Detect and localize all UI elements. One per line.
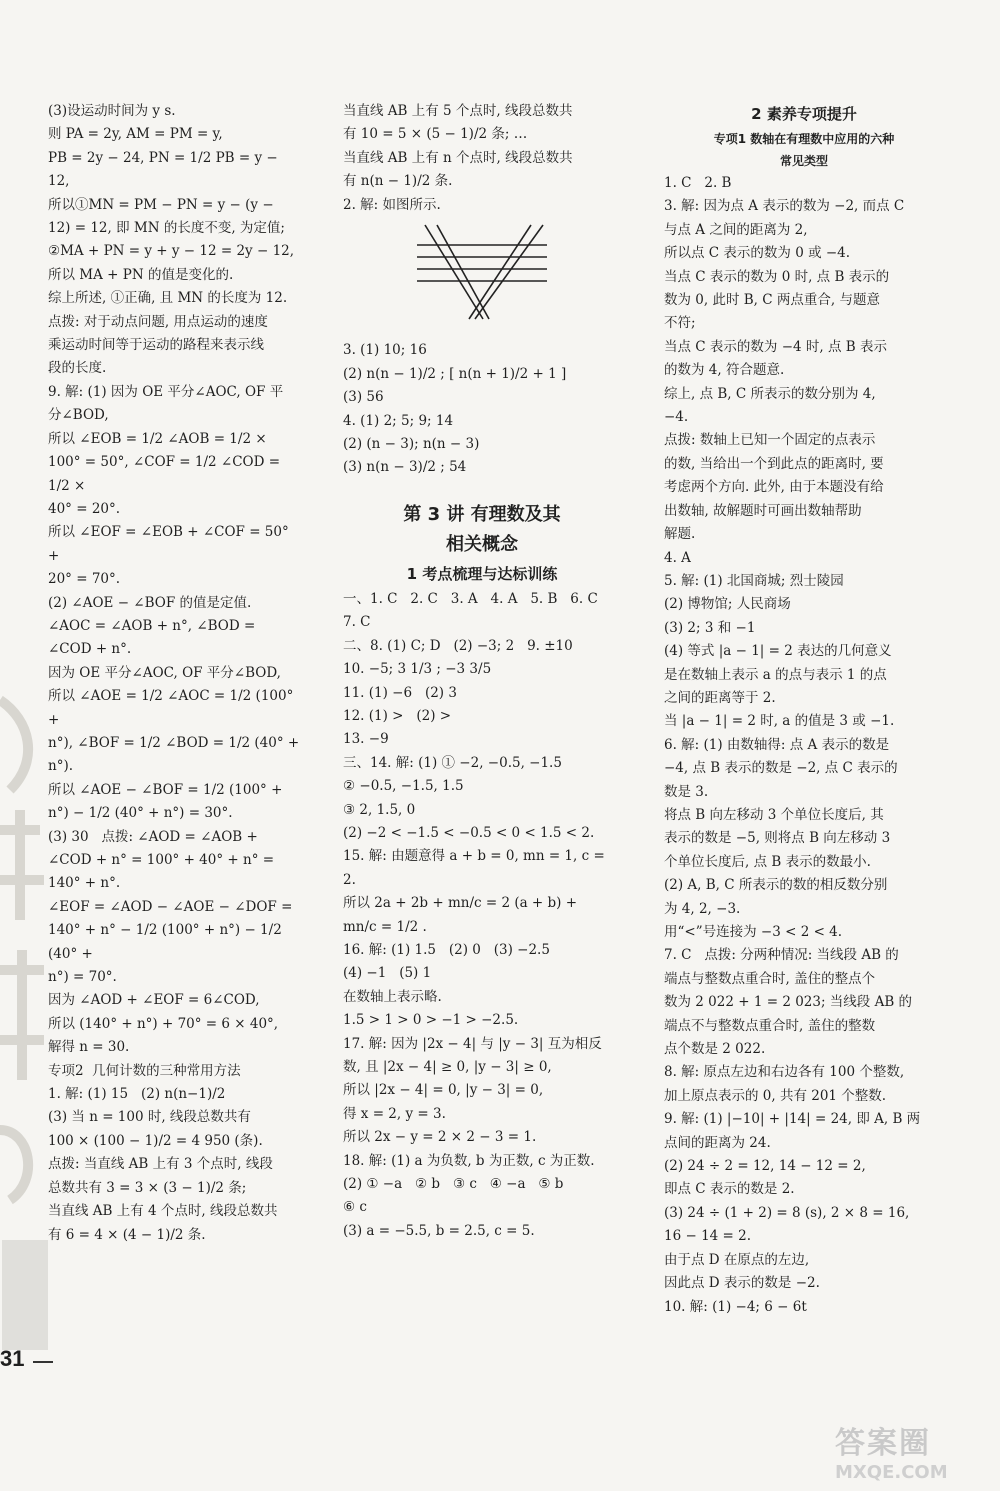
answer-line: 12. (1) > (2) > [343, 707, 452, 724]
lecture-title-line-1: 第 3 讲 有理数及其 [403, 503, 561, 525]
section-title-1: 1 考点梳理与达标训练 [406, 564, 558, 583]
answer-line: 7. C [343, 614, 371, 631]
answer-line: 10. −5; 3 1/3 ; −3 3/5 [343, 661, 492, 678]
answer-line: (4) −1 (5) 1 [343, 965, 432, 982]
answer-line: (2) −2 < −1.5 < −0.5 < 0 < 1.5 < 2. [343, 824, 595, 841]
answer-line: mn/c = 1/2 . [343, 918, 427, 935]
answer-line: 得 x = 2, y = 3. [343, 1105, 446, 1122]
answer-column-left [48, 100, 300, 1247]
answer-line: 16 − 14 = 2. [664, 1228, 752, 1245]
answer-line: 9. 解: (1) |−10| + |14| = 24, 即 A, B 两 [664, 1111, 921, 1128]
answer-line: ∠EOF = ∠AOD − ∠AOE − ∠DOF = [48, 898, 293, 915]
answer-line: 140° + n°. [48, 875, 121, 892]
answer-line: 为 4, 2, −3. [664, 900, 741, 917]
answer-line: 将点 B 向左移动 3 个单位长度后, 其 [664, 806, 884, 823]
answer-line: (3) 当 n = 100 时, 线段总数共有 [48, 1109, 251, 1126]
answer-line: 当直线 AB 上有 4 个点时, 线段总数共 [48, 1203, 278, 1220]
answer-line: 不符; [664, 315, 696, 332]
watermark-logo: 答案圈 [835, 1426, 931, 1461]
answer-line: (2) A, B, C 所表示的数的相反数分别 [664, 877, 888, 894]
answer-line: PB = 2y − 24, PN = 1/2 PB = y − 12, [48, 149, 283, 190]
answer-line: 20° = 70°. [48, 571, 121, 588]
answer-line: 综上所述, ①正确, 且 MN 的长度为 12. [48, 290, 288, 307]
answer-line: 点个数是 2 022. [664, 1041, 766, 1058]
figure-slanted-line [437, 225, 489, 319]
answer-line: (2) 24 ÷ 2 = 12, 14 − 12 = 2, [664, 1158, 866, 1175]
answer-line: 所以 MA + PN 的值是变化的. [48, 266, 234, 283]
answer-line: 7. C 点拨: 分两种情况: 当线段 AB 的 [664, 947, 899, 964]
answer-line: 12) = 12, 即 MN 的长度不变, 为定值; [48, 220, 285, 237]
answer-line: 个单位长度后, 点 B 表示的数最小. [664, 853, 871, 870]
answer-line: ∠COD + n° = 100° + 40° + n° = [48, 852, 275, 868]
answer-line: 13. −9 [343, 731, 389, 748]
answer-line: n°), ∠BOF = 1/2 ∠BOD = 1/2 (40° + [48, 734, 300, 751]
answer-line: 8. 解: 原点左边和右边各有 100 个整数, [664, 1064, 905, 1081]
answer-line: (2) ∠AOE − ∠BOF 的值是定值. [48, 594, 252, 611]
answer-line: 乘运动时间等于运动的路程来表示线 [48, 337, 264, 354]
answer-line: 的数为 4, 符合题意. [664, 362, 785, 379]
answer-line: ③ 2, 1.5, 0 [343, 801, 416, 818]
answer-block-topic-1 [664, 172, 944, 1319]
answer-line: 点拨: 数轴上已知一个固定的点表示 [664, 432, 876, 449]
answer-line: (2) 博物馆; 人民商场 [664, 596, 791, 613]
answer-line: 解得 n = 30. [48, 1039, 130, 1056]
answer-line: 分∠BOD, [48, 407, 109, 424]
answer-line: 5. 解: (1) 北国商城; 烈士陵园 [664, 572, 844, 589]
answer-line: 点拨: 当直线 AB 上有 3 个点时, 线段 [48, 1156, 273, 1173]
answer-line: 数为 0, 此时 B, C 两点重合, 与题意 [664, 292, 880, 309]
answer-line: 10. 解: (1) −4; 6 − 6t [664, 1298, 807, 1315]
answer-line: 所以 |2x − 4| = 0, |y − 3| = 0, [343, 1082, 544, 1099]
answer-line: 15. 解: 由题意得 a + b = 0, mn = 1, c = 2. [343, 848, 610, 888]
answer-line: 总数共有 3 = 3 × (3 − 1)/2 条; [48, 1179, 247, 1196]
answer-line: 2. 解: 如图所示. [343, 196, 441, 213]
answer-line: 1. 解: (1) 15 (2) n(n−1)/2 [48, 1086, 226, 1103]
answer-line: 11. (1) −6 (2) 3 [343, 684, 457, 701]
answer-line: 即点 C 表示的数是 2. [664, 1181, 795, 1198]
answer-line: 加上原点表示的 0, 共有 201 个整数. [664, 1087, 887, 1104]
answer-line: 100 × (100 − 1)/2 = 4 950 (条). [48, 1132, 263, 1149]
answer-line: (3) 30 点拨: ∠AOD = ∠AOB + [48, 828, 258, 845]
answer-line: 数是 3. [664, 783, 709, 800]
answer-line: ② −0.5, −1.5, 1.5 [343, 778, 464, 795]
answer-line: n°). [48, 758, 74, 775]
answer-line: −4. [664, 409, 689, 426]
answer-line: 17. 解: 因为 |2x − 4| 与 |y − 3| 互为相反 [343, 1035, 602, 1052]
answer-line: 当点 C 表示的数为 −4 时, 点 B 表示 [664, 338, 887, 355]
answer-line: 端点与整数点重合时, 盖住的整点个 [664, 970, 876, 987]
answer-line: 段的长度. [48, 360, 107, 377]
answer-line: (4) 等式 |a − 1| = 2 表达的几何意义 [664, 643, 892, 660]
answer-line: 因为 ∠AOD + ∠EOF = 6∠COD, [48, 992, 260, 1009]
answer-column-right [664, 100, 944, 1319]
answer-line: 16. 解: (1) 1.5 (2) 0 (3) −2.5 [343, 941, 550, 958]
answer-line: n°) − 1/2 (40° + n°) = 30°. [48, 805, 233, 822]
answer-line: 所以 ∠AOE = 1/2 ∠AOC = 1/2 (100° + [48, 688, 298, 728]
figure-slanted-line [469, 225, 531, 319]
answer-line: 由于点 D 在原点的左边, [664, 1251, 810, 1268]
answer-block-continued [343, 100, 621, 217]
answer-line: 专项2 几何计数的三种常用方法 [48, 1062, 241, 1079]
answer-line: 所以 2a + 2b + mn/c = 2 (a + b) + [343, 895, 578, 912]
answer-line: 的数, 当给出一个到此点的距离时, 要 [664, 455, 884, 472]
answer-line: 当直线 AB 上有 5 个点时, 线段总数共 [343, 103, 573, 119]
answer-line: (3)设运动时间为 y s. [48, 103, 176, 119]
answer-line: n°) = 70°. [48, 969, 117, 986]
answer-line: 在数轴上表示略. [343, 988, 442, 1005]
answer-line: 用“<”号连接为 −3 < 2 < 4. [664, 924, 843, 940]
answer-line: 考虑两个方向. 此外, 由于本题没有给 [664, 479, 884, 496]
answer-column-middle [343, 100, 621, 1243]
answer-line: 所以 ∠EOB = 1/2 ∠AOB = 1/2 × [48, 430, 267, 447]
answer-line: 表示的数是 −5, 则将点 B 向左移动 3 [664, 830, 891, 847]
answer-line: ∠AOC = ∠AOB + n°, ∠BOD = [48, 617, 256, 634]
answer-line: (2) (n − 3); n(n − 3) [343, 436, 480, 453]
answer-line: 1. C 2. B [664, 175, 732, 191]
answer-line: 当点 C 表示的数为 0 时, 点 B 表示的 [664, 268, 890, 285]
answer-line: 所以 ∠AOE − ∠BOF = 1/2 (100° + [48, 781, 283, 798]
answer-line: 数为 2 022 + 1 = 2 023; 当线段 AB 的 [664, 994, 913, 1011]
answer-line: 所以 2x − y = 2 × 2 − 3 = 1. [343, 1129, 537, 1146]
answer-line: 3. (1) 10; 16 [343, 342, 427, 359]
side-stamp-decoration [0, 660, 52, 1380]
answer-line: 所以①MN = PM − PN = y − (y − [48, 196, 274, 213]
answer-line: 则 PA = 2y, AM = PM = y, [48, 126, 223, 143]
answer-line: 点拨: 对于动点问题, 用点运动的速度 [48, 313, 268, 330]
answer-line: 端点不与整数点重合时, 盖住的整数 [664, 1017, 876, 1034]
answer-line: ②MA + PN = y + y − 12 = 2y − 12, [48, 243, 295, 260]
answer-line: 6. 解: (1) 由数轴得: 点 A 表示的数是 [664, 736, 890, 753]
answer-line: 18. 解: (1) a 为负数, b 为正数, c 为正数. [343, 1152, 595, 1169]
answer-line: 出数轴, 故解题时可画出数轴帮助 [664, 502, 862, 519]
answer-line: 当 |a − 1| = 2 时, a 的值是 3 或 −1. [664, 713, 895, 730]
answer-line: 有 10 = 5 × (5 − 1)/2 条; … [343, 126, 528, 143]
answer-line: 当直线 AB 上有 n 个点时, 线段总数共 [343, 149, 573, 166]
watermark [835, 1418, 985, 1484]
answer-line: 因此点 D 表示的数是 −2. [664, 1275, 820, 1292]
answer-line: 解题. [664, 526, 696, 543]
section-title-2: 2 素养专项提升 [751, 105, 857, 123]
watermark-url: MXQE.COM [835, 1462, 948, 1483]
answer-block-3-4 [343, 339, 621, 479]
answer-line: 数, 且 |2x − 4| ≥ 0, |y − 3| ≥ 0, [343, 1059, 552, 1075]
answer-line: 是在数轴上表示 a 的点与表示 1 的点 [664, 666, 887, 683]
answer-line: (2) n(n − 1)/2 ; [ n(n + 1)/2 + 1 ] [343, 365, 567, 382]
lecture-title-line-2: 相关概念 [446, 533, 518, 555]
answer-line: 有 6 = 4 × (4 − 1)/2 条. [48, 1226, 206, 1243]
answer-line: 9. 解: (1) 因为 OE 平分∠AOC, OF 平 [48, 383, 284, 400]
answer-block-lecture-3 [343, 588, 621, 1243]
answer-line: 3. 解: 因为点 A 表示的数为 −2, 而点 C [664, 198, 905, 215]
answer-line: 140° + n° − 1/2 (100° + n°) − 1/2 (40° + [48, 922, 287, 962]
answer-line: 100° = 50°, ∠COF = 1/2 ∠COD = 1/2 × [48, 454, 285, 494]
answer-line: 1.5 > 1 > 0 > −1 > −2.5. [343, 1012, 519, 1029]
answer-line: (3) 2; 3 和 −1 [664, 619, 756, 636]
answer-line: 4. (1) 2; 5; 9; 14 [343, 412, 454, 429]
answer-line: −4, 点 B 表示的数是 −2, 点 C 表示的 [664, 760, 898, 777]
figure-slanted-line [475, 225, 543, 319]
answer-line: 4. A [664, 549, 691, 566]
topic-title-line-2: 常见类型 [779, 154, 828, 168]
answer-line: 40° = 20°. [48, 500, 121, 517]
figure-slanted-line [425, 225, 483, 319]
answer-line: ∠COD + n°. [48, 641, 132, 658]
answer-line: 所以点 C 表示的数为 0 或 −4. [664, 245, 851, 262]
answer-line: 所以 (140° + n°) + 70° = 6 × 40°, [48, 1015, 279, 1032]
answer-line: (2) ① −a ② b ③ c ④ −a ⑤ b [343, 1176, 564, 1193]
answer-line: (3) a = −5.5, b = 2.5, c = 5. [343, 1222, 535, 1239]
answer-line: 所以 ∠EOF = ∠EOB + ∠COF = 50° + [48, 524, 294, 564]
answer-line: 三、14. 解: (1) ① −2, −0.5, −1.5 [343, 754, 562, 771]
answer-line: 之间的距离等于 2. [664, 689, 776, 706]
answer-line: 点间的距离为 24. [664, 1134, 771, 1151]
answer-line: (3) 56 [343, 389, 384, 406]
answer-line: 一、1. C 2. C 3. A 4. A 5. B 6. C [343, 590, 598, 607]
answer-line: 因为 OE 平分∠AOC, OF 平分∠BOD, [48, 664, 281, 681]
page-number: 31 [0, 1346, 25, 1371]
footer-rule [33, 1361, 53, 1363]
answer-line: 二、8. (1) C; D (2) −3; 2 9. ±10 [343, 637, 573, 654]
answer-line: 综上, 点 B, C 所表示的数分别为 4, [664, 385, 876, 402]
line-intersection-figure [417, 223, 547, 323]
answer-line: ⑥ c [343, 1199, 367, 1216]
answer-line: (3) n(n − 3)/2 ; 54 [343, 459, 467, 476]
answer-line: 有 n(n − 1)/2 条. [343, 173, 453, 190]
answer-line: (3) 24 ÷ (1 + 2) = 8 (s), 2 × 8 = 16, [664, 1204, 910, 1221]
topic-title-line-1: 专项1 数轴在有理数中应用的六种 [713, 132, 895, 146]
answer-line: 与点 A 之间的距离为 2, [664, 221, 808, 238]
